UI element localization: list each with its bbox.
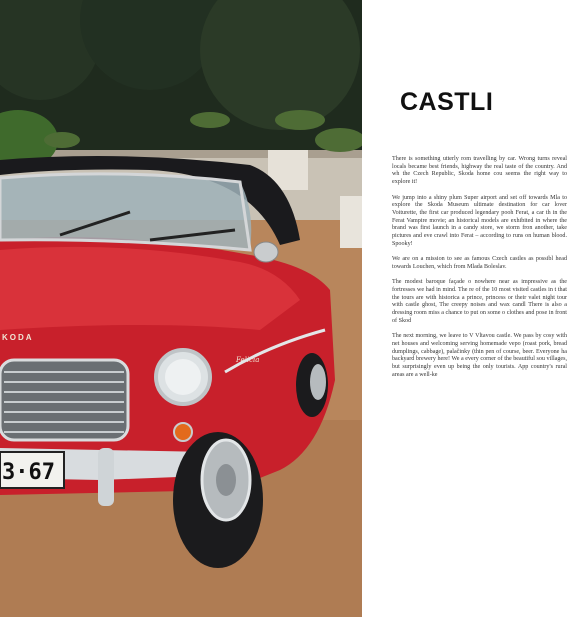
license-plate-text: 3·67 xyxy=(2,460,55,485)
article-paragraph: The next morning, we leave to V Vltavou castle. We pass by cosy with net houses and welcoming serving homemade vepo (roast pork, bread dumplings, cabbage), palačinky (thin pen of course, beer. Everyone ha backyard brewery here! We a every corner of the beautiful sou villages, but surprisingly even up being the only tourists. App country's rural areas are a well-ke xyxy=(392,333,567,378)
article-page xyxy=(362,0,567,617)
article-body xyxy=(392,156,567,387)
fender-script: Felicia xyxy=(236,356,260,364)
article-title: CASTLI xyxy=(400,88,494,116)
article-paragraph: We jump into a shiny plum Super airport and set off towards Mla to explore the Skoda Museum ultimate destination for car lover Voiturette, the first car produced legendary pooh Ferat, a car th in the Ferat Vampire movie; an historical models are exhibited in where the brand was first launch in a candy store, we storm fron another, take pictures and eve crawl into Ferat – according to runs on human blood. Spooky! xyxy=(392,194,567,247)
hood-emblem: KODA xyxy=(2,333,34,342)
article-paragraph: The modest baroque façade o nowhere near as impressive as the fortresses we had in mind. The re of the 10 most visited castles in t that the tours are with historica a prince, princess or their valet night tour with castle ghost, The creepy noises and wax candl There is also a dressing room miss a chance to put on some o clothes and pose in front of Skod xyxy=(392,279,567,324)
article-paragraph: We are on a mission to see as famous Czech castles as possibl head towards Louchen, which from Mlada Boleslav. xyxy=(392,256,567,270)
article-paragraph: There is something utterly rom travelling by car. Wrong turns reveal locals became best friends, highway the real taste of the country. And wh the Czech Republic, Skoda home cou seems the right way to explore it! xyxy=(392,156,567,186)
